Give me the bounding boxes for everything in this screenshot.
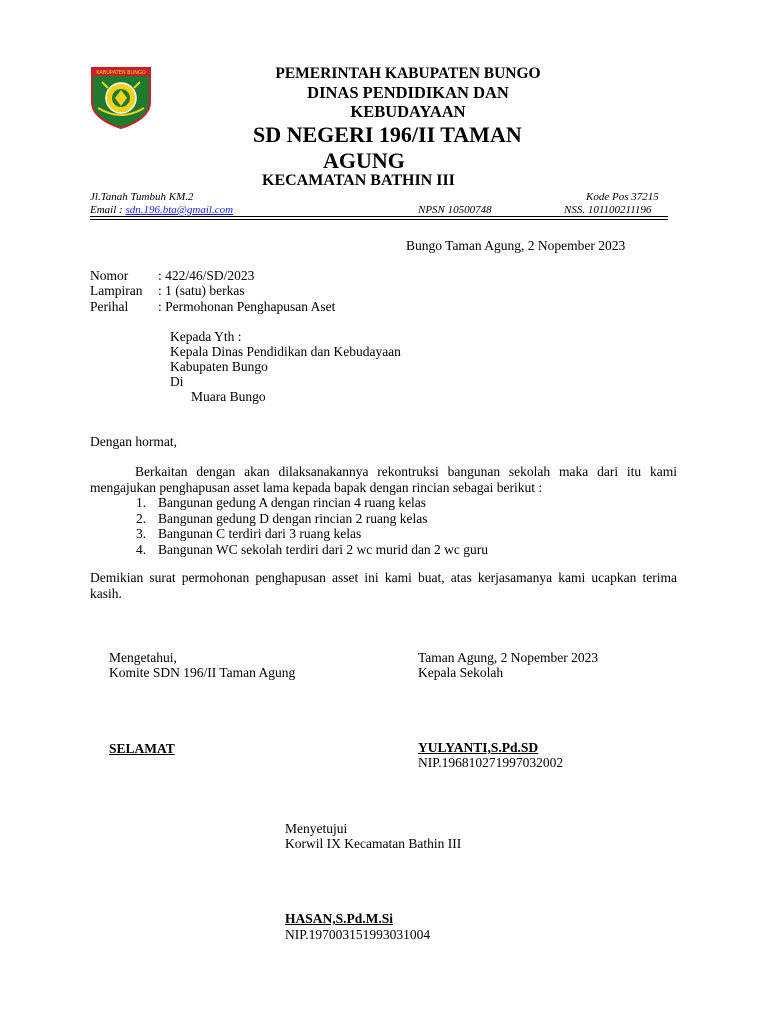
center-sign-nip: NIP.197003151993031004 [285,927,431,942]
list-item-number: 2. [136,510,147,526]
right-sign-line1: Taman Agung, 2 Nopember 2023 [418,650,599,665]
npsn: NPSN 10500748 [418,204,492,216]
kecamatan: KECAMATAN BATHIN III [262,172,455,189]
recipient-line2: Kepala Dinas Pendidikan dan Kebudayaan [170,344,401,359]
school-name-line1: SD NEGERI 196/II TAMAN [253,122,522,147]
nomor-label: Nomor [90,268,129,283]
list-item-text: Bangunan C terdiri dari 3 ruang kelas [158,526,362,541]
list-item-number: 4. [136,541,147,557]
list-item [136,526,488,542]
school-name-line2: AGUNG [323,148,405,173]
list-item [136,511,488,527]
center-sign-line1: Menyetujui [285,821,348,836]
body-paragraph [90,464,677,496]
list-item [136,495,488,511]
email-link[interactable]: sdn.196.bta@gmail.com [125,204,234,216]
recipient-line1: Kepada Yth : [170,329,242,344]
list-item-number: 1. [136,495,147,510]
perihal-label: Perihal [90,299,129,314]
letter-date: Bungo Taman Agung, 2 Nopember 2023 [406,238,626,253]
recipient-line3: Kabupaten Bungo [170,359,268,374]
list-item-text: Bangunan gedung A dengan rincian 4 ruang kelas [158,495,427,510]
list-item-text: Bangunan WC sekolah terdiri dari 2 wc murid dan 2 wc guru [158,541,489,557]
left-sign-line1: Mengetahui, [109,650,177,665]
body-paragraph-text: Berkaitan dengan akan dilaksanakannya rekontruksi bangunan sekolah maka dari itu kami mengajukan penghapusan asset lama kepada bapak dengan rincian sebagai berikut : [90,464,677,495]
header-rule-top [90,216,668,217]
regency-logo [88,64,154,130]
left-sign-line2: Komite SDN 196/II Taman Agung [109,665,296,680]
closing-paragraph [90,570,677,602]
asset-list [136,495,488,557]
recipient-line5: Muara Bungo [191,389,266,404]
letterhead-department-1: DINAS PENDIDIKAN DAN [307,83,509,102]
recipient-line4: Di [170,374,184,389]
nomor-value: : 422/46/SD/2023 [158,268,255,283]
list-item-text: Bangunan gedung D dengan rincian 2 ruang kelas [158,510,428,526]
closing-paragraph-text: Demikian surat permohonan penghapusan asset ini kami buat, atas kerjasamanya kami ucapkan terima kasih. [90,570,677,601]
letterhead-government: PEMERINTAH KABUPATEN BUNGO [275,65,541,82]
center-sign-line2: Korwil IX Kecamatan Bathin III [285,836,462,851]
right-sign-nip: NIP.196810271997032002 [418,755,564,770]
nss: NSS. 101100211196 [564,204,652,216]
lampiran-value: : 1 (satu) berkas [158,283,245,298]
right-sign-name: YULYANTI,S.Pd.SD [418,740,539,755]
email-line [90,204,233,216]
postal-code: Kode Pos 37215 [586,191,659,203]
logo-text: KABUPATEN BUNGO [96,70,146,76]
letterhead-department-2: KEBUDAYAAN [350,102,466,121]
header-rule-bottom [90,219,668,220]
left-sign-name: SELAMAT [109,741,175,756]
email-label: Email : [90,204,126,216]
perihal-value: : Permohonan Penghapusan Aset [158,299,336,314]
center-sign-name: HASAN,S.Pd.M.Si [285,911,394,926]
list-item [136,542,488,558]
list-item-number: 3. [136,526,147,541]
school-address: Jl.Tanah Tumbuh KM.2 [90,191,194,203]
lampiran-label: Lampiran [90,283,143,298]
right-sign-line2: Kepala Sekolah [418,665,504,680]
greeting: Dengan hormat, [90,434,177,449]
